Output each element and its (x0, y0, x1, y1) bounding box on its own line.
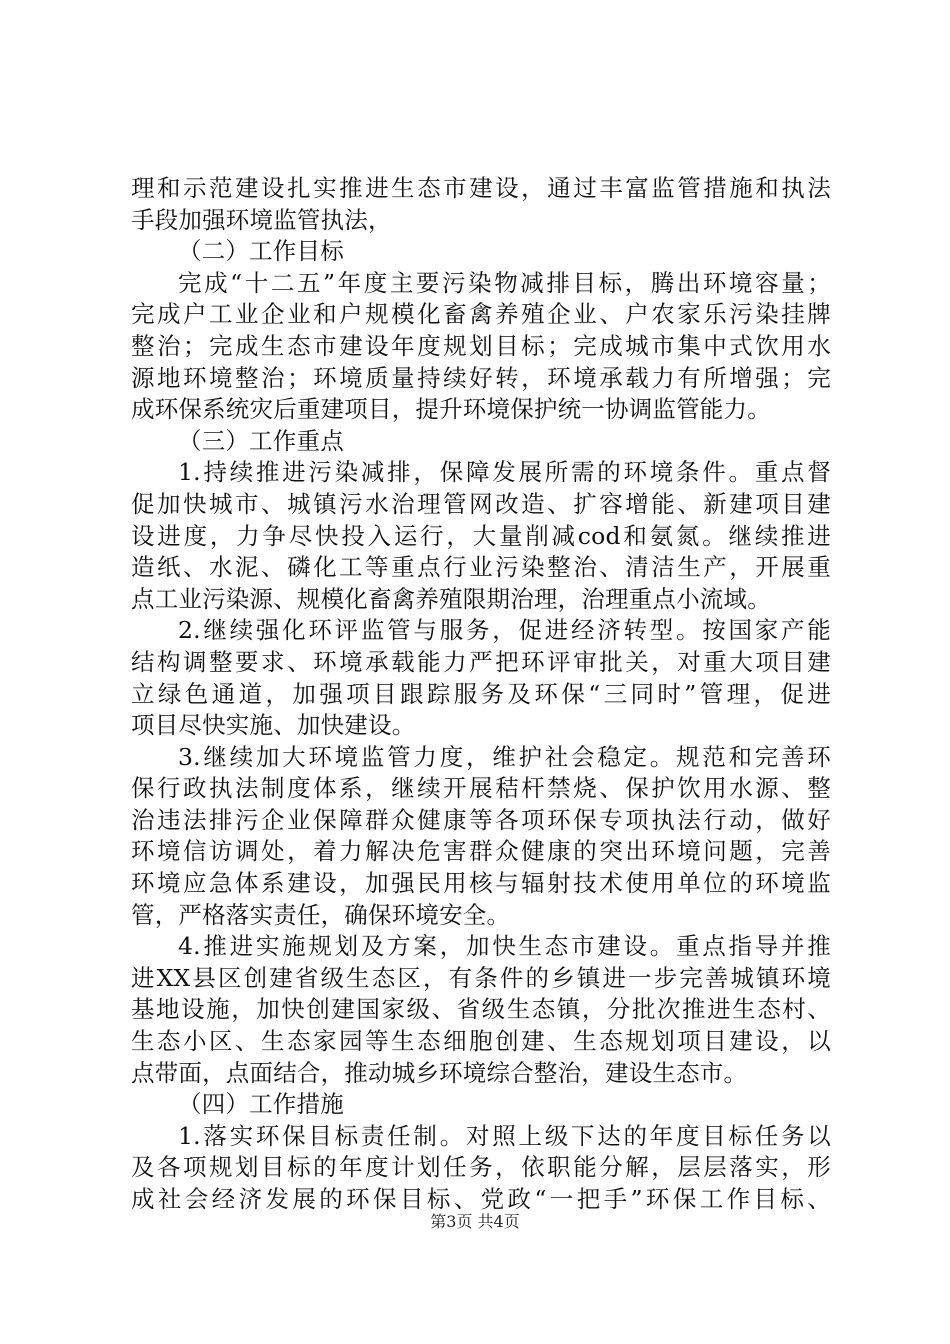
section-heading: （二）工作目标 (178, 237, 344, 266)
paragraph-line: 1.持续推进污染减排，保障发展所需的环境条件。重点督 (178, 458, 831, 487)
paragraph-line: 管，严格落实责任，确保环境安全。 (131, 900, 511, 929)
paragraph-line: 2.继续强化环评监管与服务，促进经济转型。按国家产能 (178, 616, 831, 645)
section-heading: （三）工作重点 (178, 426, 344, 455)
paragraph-line: 理和示范建设扎实推进生态市建设，通过丰富监管措施和执法 (131, 174, 831, 202)
paragraph-line: 点带面，点面结合，推动城乡环境综合整治，建设生态市。 (131, 1058, 748, 1087)
document-body (131, 173, 831, 1216)
paragraph-line: 手段加强环境监管执法， (131, 205, 392, 234)
paragraph-line: 治违法排污企业保障群众健康等各项环保专项执法行动，做好 (131, 805, 831, 834)
paragraph-line: 源地环境整治；环境质量持续好转，环境承载力有所增强；完 (131, 363, 831, 392)
paragraph-line: 基地设施，加快创建国家级、省级生态镇，分批次推进生态村、 (131, 995, 831, 1024)
paragraph-line: 3.继续加大环境监管力度，维护社会稳定。规范和完善环 (178, 742, 831, 771)
paragraph-line: 造纸、水泥、磷化工等重点行业污染整治、清洁生产，开展重 (131, 553, 831, 582)
paragraph-line: 及各项规划目标的年度计划任务，依职能分解，层层落实，形 (131, 1153, 831, 1182)
paragraph-line: 完成“十二五”年度主要污染物减排目标，腾出环境容量； (178, 268, 831, 297)
paragraph-line: 设进度，力争尽快投入运行，大量削减cod和氨氮。继续推进 (131, 521, 831, 550)
paragraph-line: 完成户工业企业和户规模化畜禽养殖企业、户农家乐污染挂牌 (131, 300, 831, 329)
paragraph-line: 生态小区、生态家园等生态细胞创建、生态规划项目建设，以 (131, 1027, 831, 1056)
paragraph-line: 立绿色通道，加强项目跟踪服务及环保“三同时”管理，促进 (131, 679, 831, 708)
paragraph-line: 成环保系统灾后重建项目，提升环境保护统一协调监管能力。 (131, 395, 771, 424)
paragraph-line: 项目尽快实施、加快建设。 (131, 711, 416, 740)
paragraph-line: 1.落实环保目标责任制。对照上级下达的年度目标任务以 (178, 1121, 831, 1150)
paragraph-line: 保行政执法制度体系，继续开展秸杆禁烧、保护饮用水源、整 (131, 774, 831, 803)
paragraph-line: 环境信访调处，着力解决危害群众健康的突出环境问题，完善 (131, 837, 831, 866)
page-footer: 第3页 共4页 (430, 1212, 520, 1231)
paragraph-line: 进XX县区创建省级生态区，有条件的乡镇进一步完善城镇环境 (131, 963, 831, 992)
section-heading: （四）工作措施 (178, 1090, 344, 1119)
paragraph-line: 促加快城市、城镇污水治理管网改造、扩容增能、新建项目建 (131, 489, 831, 518)
paragraph-line: 点工业污染源、规模化畜禽养殖限期治理，治理重点小流域。 (131, 584, 771, 613)
paragraph-line: 4.推进实施规划及方案，加快生态市建设。重点指导并推 (178, 932, 831, 961)
paragraph-line: 整治；完成生态市建设年度规划目标；完成城市集中式饮用水 (131, 331, 831, 360)
paragraph-line: 结构调整要求、环境承载能力严把环评审批关，对重大项目建 (131, 647, 831, 676)
paragraph-line: 成社会经济发展的环保目标、党政“一把手”环保工作目标、 (131, 1185, 831, 1213)
paragraph-line: 环境应急体系建设，加强民用核与辐射技术使用单位的环境监 (131, 869, 831, 898)
